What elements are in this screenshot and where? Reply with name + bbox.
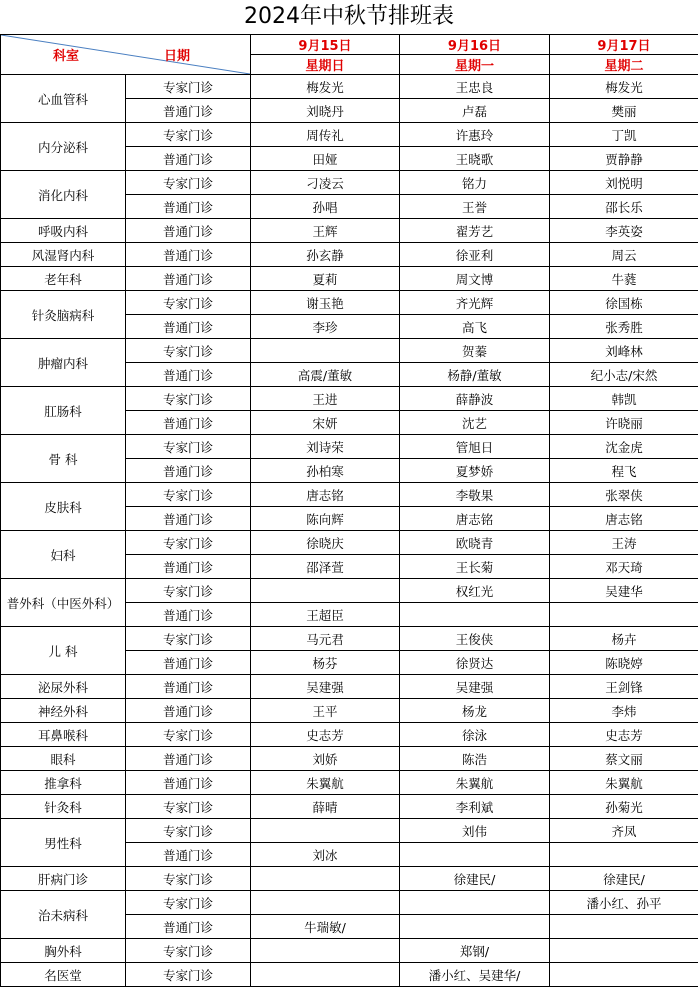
department-name: 消化内科 <box>1 171 126 219</box>
doctor-cell-day-2: 沈金虎 <box>550 435 698 459</box>
table-row <box>1 795 698 819</box>
doctor-cell-day-2 <box>550 939 698 963</box>
doctor-cell-day-1: 周文博 <box>400 267 550 291</box>
doctor-cell-day-0 <box>251 339 400 363</box>
doctor-cell-day-0: 王超臣 <box>251 603 400 627</box>
doctor-cell-day-2: 朱翼航 <box>550 771 698 795</box>
doctor-cell-day-0: 陈向辉 <box>251 507 400 531</box>
doctor-cell-day-0: 高震/董敏 <box>251 363 400 387</box>
clinic-type: 普通门诊 <box>126 411 251 435</box>
doctor-cell-day-1: 高飞 <box>400 315 550 339</box>
clinic-type: 普通门诊 <box>126 219 251 243</box>
doctor-cell-day-1: 李敬果 <box>400 483 550 507</box>
clinic-type: 专家门诊 <box>126 339 251 363</box>
clinic-type: 专家门诊 <box>126 387 251 411</box>
doctor-cell-day-2: 樊丽 <box>550 99 698 123</box>
clinic-type: 普通门诊 <box>126 147 251 171</box>
table-row <box>1 219 698 243</box>
doctor-cell-day-0 <box>251 867 400 891</box>
doctor-cell-day-2: 孙菊光 <box>550 795 698 819</box>
doctor-cell-day-0 <box>251 891 400 915</box>
doctor-cell-day-2: 王剑锋 <box>550 675 698 699</box>
department-name: 骨 科 <box>1 435 126 483</box>
table-row <box>1 267 698 291</box>
doctor-cell-day-1: 王俊侠 <box>400 627 550 651</box>
department-name: 男性科 <box>1 819 126 867</box>
doctor-cell-day-2: 齐凤 <box>550 819 698 843</box>
doctor-cell-day-1: 王长菊 <box>400 555 550 579</box>
doctor-cell-day-1: 王誉 <box>400 195 550 219</box>
doctor-cell-day-1: 卢磊 <box>400 99 550 123</box>
department-name: 耳鼻喉科 <box>1 723 126 747</box>
doctor-cell-day-2: 唐志铭 <box>550 507 698 531</box>
doctor-cell-day-2 <box>550 963 698 987</box>
doctor-cell-day-2: 刘峰林 <box>550 339 698 363</box>
doctor-cell-day-0: 谢玉艳 <box>251 291 400 315</box>
clinic-type: 专家门诊 <box>126 891 251 915</box>
page-title: 2024年中秋节排班表 <box>244 4 454 29</box>
doctor-cell-day-2: 邵长乐 <box>550 195 698 219</box>
table-row <box>1 387 698 411</box>
table-row <box>1 435 698 459</box>
doctor-cell-day-0: 邵泽萱 <box>251 555 400 579</box>
doctor-cell-day-0: 刘冰 <box>251 843 400 867</box>
doctor-cell-day-2 <box>550 915 698 939</box>
doctor-cell-day-0 <box>251 819 400 843</box>
doctor-cell-day-0: 梅发光 <box>251 75 400 99</box>
doctor-cell-day-0 <box>251 939 400 963</box>
doctor-cell-day-0: 王平 <box>251 699 400 723</box>
doctor-cell-day-2: 程飞 <box>550 459 698 483</box>
department-name: 风湿肾内科 <box>1 243 126 267</box>
doctor-cell-day-1: 徐亚利 <box>400 243 550 267</box>
clinic-type: 普通门诊 <box>126 363 251 387</box>
department-name: 儿 科 <box>1 627 126 675</box>
clinic-type: 普通门诊 <box>126 603 251 627</box>
clinic-type: 普通门诊 <box>126 699 251 723</box>
doctor-cell-day-0: 孙玄静 <box>251 243 400 267</box>
doctor-cell-day-1: 徐贤达 <box>400 651 550 675</box>
doctor-cell-day-0: 刘娇 <box>251 747 400 771</box>
doctor-cell-day-1: 朱翼航 <box>400 771 550 795</box>
doctor-cell-day-1: 薛静波 <box>400 387 550 411</box>
weekday-header-1: 星期一 <box>400 55 550 75</box>
clinic-type: 普通门诊 <box>126 771 251 795</box>
doctor-cell-day-0: 马元君 <box>251 627 400 651</box>
table-row <box>1 939 698 963</box>
clinic-type: 专家门诊 <box>126 963 251 987</box>
doctor-cell-day-0: 朱翼航 <box>251 771 400 795</box>
department-name: 胸外科 <box>1 939 126 963</box>
doctor-cell-day-2: 纪小志/宋然 <box>550 363 698 387</box>
doctor-cell-day-0: 杨芬 <box>251 651 400 675</box>
table-row <box>1 483 698 507</box>
doctor-cell-day-1 <box>400 843 550 867</box>
clinic-type: 普通门诊 <box>126 675 251 699</box>
department-name: 神经外科 <box>1 699 126 723</box>
clinic-type: 普通门诊 <box>126 843 251 867</box>
clinic-type: 专家门诊 <box>126 483 251 507</box>
doctor-cell-day-0: 王进 <box>251 387 400 411</box>
doctor-cell-day-0: 刘晓丹 <box>251 99 400 123</box>
date-header-2: 9月17日 <box>550 35 698 55</box>
table-row <box>1 771 698 795</box>
doctor-cell-day-1 <box>400 891 550 915</box>
doctor-cell-day-0: 田娅 <box>251 147 400 171</box>
table-row <box>1 531 698 555</box>
clinic-type: 专家门诊 <box>126 627 251 651</box>
doctor-cell-day-1: 铭力 <box>400 171 550 195</box>
clinic-type: 专家门诊 <box>126 123 251 147</box>
doctor-cell-day-0: 孙柏寒 <box>251 459 400 483</box>
doctor-cell-day-2: 徐国栋 <box>550 291 698 315</box>
doctor-cell-day-0: 夏莉 <box>251 267 400 291</box>
doctor-cell-day-0: 徐晓庆 <box>251 531 400 555</box>
table-row <box>1 723 698 747</box>
weekday-header-0: 星期日 <box>251 55 400 75</box>
doctor-cell-day-2 <box>550 843 698 867</box>
doctor-cell-day-1: 郑钢/ <box>400 939 550 963</box>
doctor-cell-day-1: 欧晓青 <box>400 531 550 555</box>
department-name: 肝病门诊 <box>1 867 126 891</box>
department-name: 推拿科 <box>1 771 126 795</box>
table-row <box>1 675 698 699</box>
department-name: 泌尿外科 <box>1 675 126 699</box>
doctor-cell-day-0: 周传礼 <box>251 123 400 147</box>
clinic-type: 专家门诊 <box>126 795 251 819</box>
department-name: 内分泌科 <box>1 123 126 171</box>
clinic-type: 普通门诊 <box>126 99 251 123</box>
doctor-cell-day-0 <box>251 963 400 987</box>
doctor-cell-day-0: 宋妍 <box>251 411 400 435</box>
department-name: 针灸脑病科 <box>1 291 126 339</box>
doctor-cell-day-0: 牛瑞敏/ <box>251 915 400 939</box>
doctor-cell-day-1: 齐光辉 <box>400 291 550 315</box>
doctor-cell-day-1: 许惠玲 <box>400 123 550 147</box>
clinic-type: 普通门诊 <box>126 651 251 675</box>
header-corner-cell <box>1 35 251 75</box>
doctor-cell-day-1: 权红光 <box>400 579 550 603</box>
clinic-type: 专家门诊 <box>126 171 251 195</box>
clinic-type: 专家门诊 <box>126 939 251 963</box>
doctor-cell-day-2 <box>550 603 698 627</box>
doctor-cell-day-1: 翟芳艺 <box>400 219 550 243</box>
table-row <box>1 123 698 147</box>
doctor-cell-day-1: 杨龙 <box>400 699 550 723</box>
clinic-type: 专家门诊 <box>126 291 251 315</box>
doctor-cell-day-1: 徐泳 <box>400 723 550 747</box>
doctor-cell-day-2: 吴建华 <box>550 579 698 603</box>
clinic-type: 普通门诊 <box>126 195 251 219</box>
clinic-type: 专家门诊 <box>126 435 251 459</box>
clinic-type: 普通门诊 <box>126 507 251 531</box>
clinic-type: 专家门诊 <box>126 867 251 891</box>
clinic-type: 专家门诊 <box>126 75 251 99</box>
doctor-cell-day-2: 牛蕤 <box>550 267 698 291</box>
clinic-type: 普通门诊 <box>126 915 251 939</box>
department-name: 呼吸内科 <box>1 219 126 243</box>
department-name: 老年科 <box>1 267 126 291</box>
clinic-type: 普通门诊 <box>126 315 251 339</box>
department-name: 眼科 <box>1 747 126 771</box>
header-row-dates <box>1 35 698 55</box>
doctor-cell-day-2: 李英姿 <box>550 219 698 243</box>
clinic-type: 普通门诊 <box>126 243 251 267</box>
doctor-cell-day-1: 杨静/董敏 <box>400 363 550 387</box>
table-row <box>1 171 698 195</box>
clinic-type: 专家门诊 <box>126 723 251 747</box>
table-row <box>1 243 698 267</box>
doctor-cell-day-1 <box>400 603 550 627</box>
doctor-cell-day-1: 吴建强 <box>400 675 550 699</box>
department-name: 治未病科 <box>1 891 126 939</box>
doctor-cell-day-2: 丁凯 <box>550 123 698 147</box>
doctor-cell-day-1: 徐建民/ <box>400 867 550 891</box>
doctor-cell-day-2: 邓天琦 <box>550 555 698 579</box>
clinic-type: 普通门诊 <box>126 267 251 291</box>
doctor-cell-day-2: 周云 <box>550 243 698 267</box>
doctor-cell-day-1: 刘伟 <box>400 819 550 843</box>
table-row <box>1 291 698 315</box>
date-header-1: 9月16日 <box>400 35 550 55</box>
doctor-cell-day-1: 唐志铭 <box>400 507 550 531</box>
department-name: 心血管科 <box>1 75 126 123</box>
department-name: 肿瘤内科 <box>1 339 126 387</box>
department-name: 妇科 <box>1 531 126 579</box>
department-name: 针灸科 <box>1 795 126 819</box>
doctor-cell-day-1: 贺蓁 <box>400 339 550 363</box>
weekday-header-2: 星期二 <box>550 55 698 75</box>
doctor-cell-day-2: 史志芳 <box>550 723 698 747</box>
clinic-type: 专家门诊 <box>126 819 251 843</box>
doctor-cell-day-2: 蔡文丽 <box>550 747 698 771</box>
department-name: 普外科（中医外科） <box>1 579 126 627</box>
doctor-cell-day-1: 管旭日 <box>400 435 550 459</box>
table-row <box>1 75 698 99</box>
table-row <box>1 891 698 915</box>
doctor-cell-day-0: 刘诗荣 <box>251 435 400 459</box>
doctor-cell-day-2: 陈晓婷 <box>550 651 698 675</box>
table-row <box>1 963 698 987</box>
schedule-table <box>0 34 698 987</box>
table-row <box>1 747 698 771</box>
doctor-cell-day-1: 王晓歌 <box>400 147 550 171</box>
doctor-cell-day-2: 许晓丽 <box>550 411 698 435</box>
doctor-cell-day-0: 李珍 <box>251 315 400 339</box>
doctor-cell-day-1: 潘小红、吴建华/ <box>400 963 550 987</box>
table-row <box>1 699 698 723</box>
clinic-type: 专家门诊 <box>126 579 251 603</box>
table-row <box>1 867 698 891</box>
table-row <box>1 819 698 843</box>
diagonal-line <box>1 35 250 74</box>
department-name: 肛肠科 <box>1 387 126 435</box>
doctor-cell-day-0: 王辉 <box>251 219 400 243</box>
doctor-cell-day-2: 张翠侠 <box>550 483 698 507</box>
clinic-type: 普通门诊 <box>126 459 251 483</box>
department-name: 名医堂 <box>1 963 126 987</box>
doctor-cell-day-0: 吴建强 <box>251 675 400 699</box>
date-column-label: 日期 <box>164 49 191 64</box>
doctor-cell-day-0: 刁凌云 <box>251 171 400 195</box>
doctor-cell-day-2: 韩凯 <box>550 387 698 411</box>
clinic-type: 普通门诊 <box>126 555 251 579</box>
clinic-type: 专家门诊 <box>126 531 251 555</box>
table-row <box>1 339 698 363</box>
doctor-cell-day-1: 沈艺 <box>400 411 550 435</box>
clinic-type: 普通门诊 <box>126 747 251 771</box>
doctor-cell-day-1: 夏梦娇 <box>400 459 550 483</box>
table-row <box>1 627 698 651</box>
dept-column-label: 科室 <box>53 49 80 64</box>
doctor-cell-day-1: 王忠良 <box>400 75 550 99</box>
doctor-cell-day-2: 贾静静 <box>550 147 698 171</box>
doctor-cell-day-0: 史志芳 <box>251 723 400 747</box>
doctor-cell-day-2: 梅发光 <box>550 75 698 99</box>
doctor-cell-day-0: 唐志铭 <box>251 483 400 507</box>
department-name: 皮肤科 <box>1 483 126 531</box>
doctor-cell-day-2: 王涛 <box>550 531 698 555</box>
doctor-cell-day-0: 孙唱 <box>251 195 400 219</box>
doctor-cell-day-2: 李炜 <box>550 699 698 723</box>
doctor-cell-day-2: 潘小红、孙平 <box>550 891 698 915</box>
doctor-cell-day-0 <box>251 579 400 603</box>
doctor-cell-day-2: 刘悦明 <box>550 171 698 195</box>
date-header-0: 9月15日 <box>251 35 400 55</box>
doctor-cell-day-1 <box>400 915 550 939</box>
table-row <box>1 579 698 603</box>
doctor-cell-day-2: 徐建民/ <box>550 867 698 891</box>
doctor-cell-day-1: 陈浩 <box>400 747 550 771</box>
doctor-cell-day-0: 薛晴 <box>251 795 400 819</box>
doctor-cell-day-2: 张秀胜 <box>550 315 698 339</box>
doctor-cell-day-1: 李利斌 <box>400 795 550 819</box>
doctor-cell-day-2: 杨卉 <box>550 627 698 651</box>
